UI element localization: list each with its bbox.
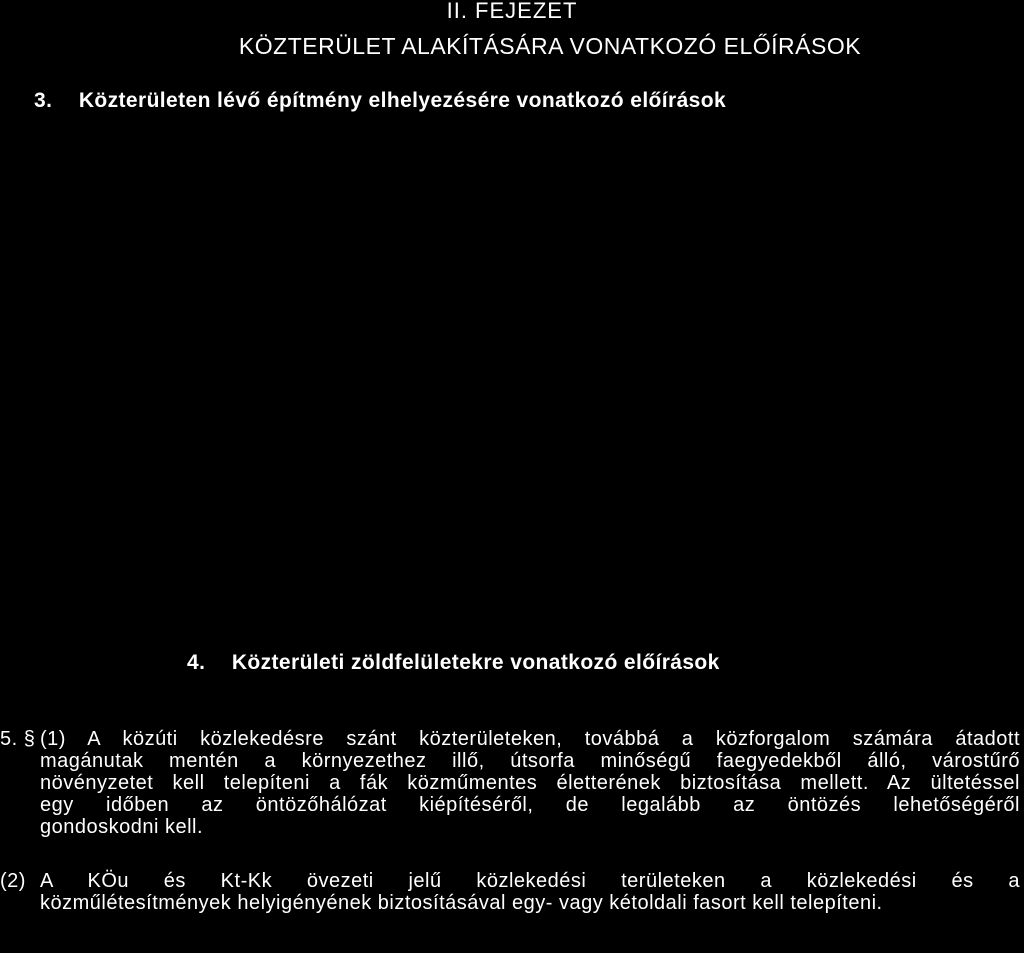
- paragraph-line: gondoskodni kell.: [40, 816, 204, 838]
- paragraph-line: magánutak mentén a környezethez illő, útsorfa minőségű faegyedekből álló, várostűrő: [40, 750, 1020, 772]
- paragraph-line: közműlétesítmények helyigényének biztosításával egy- vagy kétoldali fasort kell telepíteni.: [40, 892, 883, 914]
- paragraph-line: (1) A közúti közlekedésre szánt közterületeken, továbbá a közforgalom számára átadott: [40, 728, 1020, 750]
- paragraph-marker: (2): [0, 870, 26, 892]
- paragraph-line: A KÖu és Kt-Kk övezeti jelű közlekedési területeken a közlekedési és a: [40, 870, 1020, 892]
- paragraph-body: [40, 728, 1020, 838]
- section-title: Közterületi zöldfelületekre vonatkozó előírások: [231, 651, 720, 674]
- chapter-title: KÖZTERÜLET ALAKÍTÁSÁRA VONATKOZÓ ELŐÍRÁSOK: [238, 33, 862, 59]
- section-title: Közterületen lévő építmény elhelyezésére vonatkozó előírások: [78, 89, 727, 112]
- paragraph-line: egy időben az öntözőhálózat kiépítéséről, de legalább az öntözés lehetőségéről: [40, 794, 1020, 816]
- paragraph-line: növényzetet kell telepíteni a fák közműmentes életterének biztosítása mellett. Az ültetéssel: [40, 772, 1020, 794]
- section-number: 4.: [187, 651, 206, 674]
- section-heading-3: [34, 88, 726, 114]
- section-number: 3.: [34, 89, 53, 112]
- chapter-number: II. FEJEZET: [446, 0, 578, 23]
- paragraph-body: [40, 870, 1020, 914]
- section-heading-4: [187, 650, 720, 676]
- paragraph-marker: 5. §: [0, 728, 36, 750]
